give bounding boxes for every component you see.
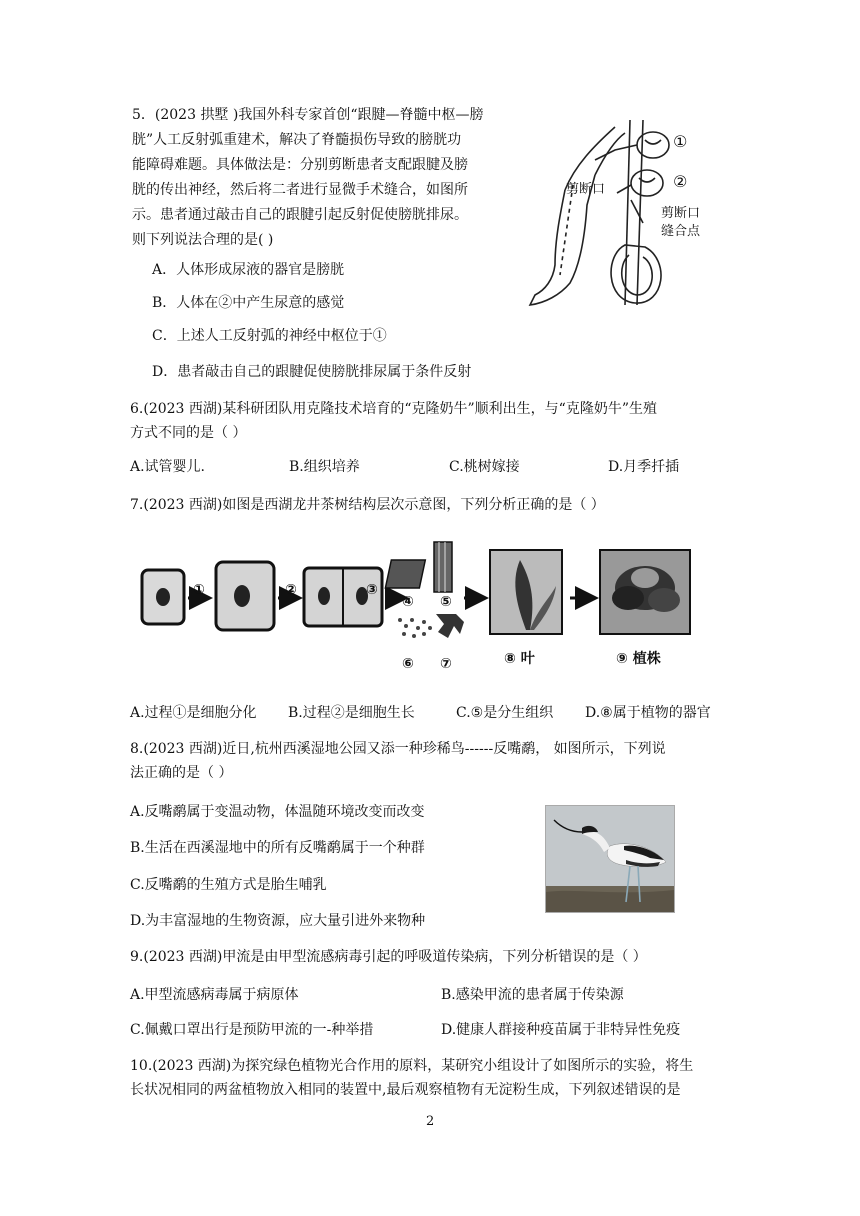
q8-option-c: C.反嘴鹬的生殖方式是胎生哺乳 — [130, 877, 327, 893]
q7-option-a: A.过程①是细胞分化 — [130, 705, 257, 721]
figure-label-cut-right: 剪断口 — [661, 206, 701, 221]
step-label-2: ② — [285, 582, 297, 598]
q5-line-4: 胱的传出神经，然后将二者进行显微手术缝合，如图所 — [132, 182, 468, 198]
figure-label-suture: 缝合点 — [661, 224, 701, 239]
q8-line-2: 法正确的是（ ） — [130, 765, 233, 781]
q9-option-d: D.健康人群接种疫苗属于非特异性免疫 — [441, 1022, 681, 1038]
q6-option-c: C.桃树嫁接 — [449, 459, 520, 475]
q9-option-b: B.感染甲流的患者属于传染源 — [441, 987, 624, 1003]
q5-option-a: A．人体形成尿液的器官是膀胱 — [152, 262, 345, 278]
q8-option-d: D.为丰富湿地的生物资源，应大量引进外来物种 — [130, 913, 426, 929]
figure-label-1: ① — [673, 132, 688, 151]
q6-line-1: 6.(2023 西湖)某科研团队用克隆技术培育的“克隆奶牛”顺利出生，与“克隆奶牛”生殖 — [130, 401, 657, 417]
q7-option-b: B.过程②是细胞生长 — [288, 705, 415, 721]
figure-label-2: ② — [673, 172, 688, 191]
leaf-label-8: ⑧ 叶 — [504, 651, 535, 667]
q7-line: 7.(2023 西湖)如图是西湖龙井茶树结构层次示意图，下列分析正确的是（ ） — [130, 497, 605, 513]
tissue-label-6: ⑥ — [402, 656, 414, 672]
step-label-3: ③ — [366, 582, 378, 598]
step-label-1: ① — [193, 582, 205, 598]
figure-label-cut-left: 剪断口 — [566, 182, 606, 197]
q9-option-a: A.甲型流感病毒属于病原体 — [130, 987, 299, 1003]
q9-option-c: C.佩戴口罩出行是预防甲流的一-种举措 — [130, 1022, 374, 1038]
q5-option-d: D．患者敲击自己的跟腱促使膀胱排尿属于条件反射 — [152, 364, 472, 380]
q10-line-2: 长状况相同的两盆植物放入相同的装置中,最后观察植物有无淀粉生成，下列叙述错误的是 — [130, 1082, 681, 1098]
q5-line-6: 则下列说法合理的是( ) — [132, 232, 274, 248]
tissue-label-4: ④ — [402, 594, 414, 610]
q8-option-b: B.生活在西溪湿地中的所有反嘴鹬属于一个种群 — [130, 840, 425, 856]
q6-option-d: D.月季扦插 — [608, 459, 680, 475]
q5-line-2: 胱”人工反射弧重建术，解决了脊髓损伤导致的膀胱功 — [132, 132, 462, 148]
avocet-bird-image — [546, 806, 674, 912]
q5-line-3: 能障碍难题。具体做法是：分别剪断患者支配跟腱及膀 — [132, 157, 468, 173]
page-number: 2 — [426, 1114, 435, 1129]
q5-line-1: 5．(2023 拱墅 )我国外科专家首创“跟腱—脊髓中枢—膀 — [132, 107, 484, 123]
q6-line-2: 方式不同的是（ ） — [130, 425, 247, 441]
q7-option-d: D.⑧属于植物的器官 — [585, 705, 711, 721]
q9-line: 9.(2023 西湖)甲流是由甲型流感病毒引起的呼吸道传染病，下列分析错误的是（ ） — [130, 949, 647, 965]
tissue-label-7: ⑦ — [440, 656, 452, 672]
tissue-label-5: ⑤ — [440, 594, 452, 610]
q10-line-1: 10.(2023 西湖)为探究绿色植物光合作用的原料，某研究小组设计了如图所示的实验，将生 — [130, 1058, 694, 1074]
q6-option-a: A.试管婴儿. — [130, 459, 206, 475]
q5-option-b: B．人体在②中产生尿意的感觉 — [152, 295, 345, 311]
q6-option-b: B.组织培养 — [289, 459, 360, 475]
plant-label-9: ⑨ 植株 — [616, 651, 661, 667]
q5-line-5: 示。患者通过敲击自己的跟腱引起反射促使膀胱排尿。 — [132, 207, 468, 223]
q8-option-a: A.反嘴鹬属于变温动物，体温随环境改变而改变 — [130, 804, 425, 820]
avocet-photo — [545, 805, 675, 913]
q5-option-c: C．上述人工反射弧的神经中枢位于① — [152, 328, 387, 344]
q7-option-c: C.⑤是分生组织 — [456, 705, 554, 721]
q8-line-1: 8.(2023 西湖)近日,杭州西溪湿地公园又添一种珍稀鸟------反嘴鹬， 如图所示，下列说 — [130, 741, 666, 757]
